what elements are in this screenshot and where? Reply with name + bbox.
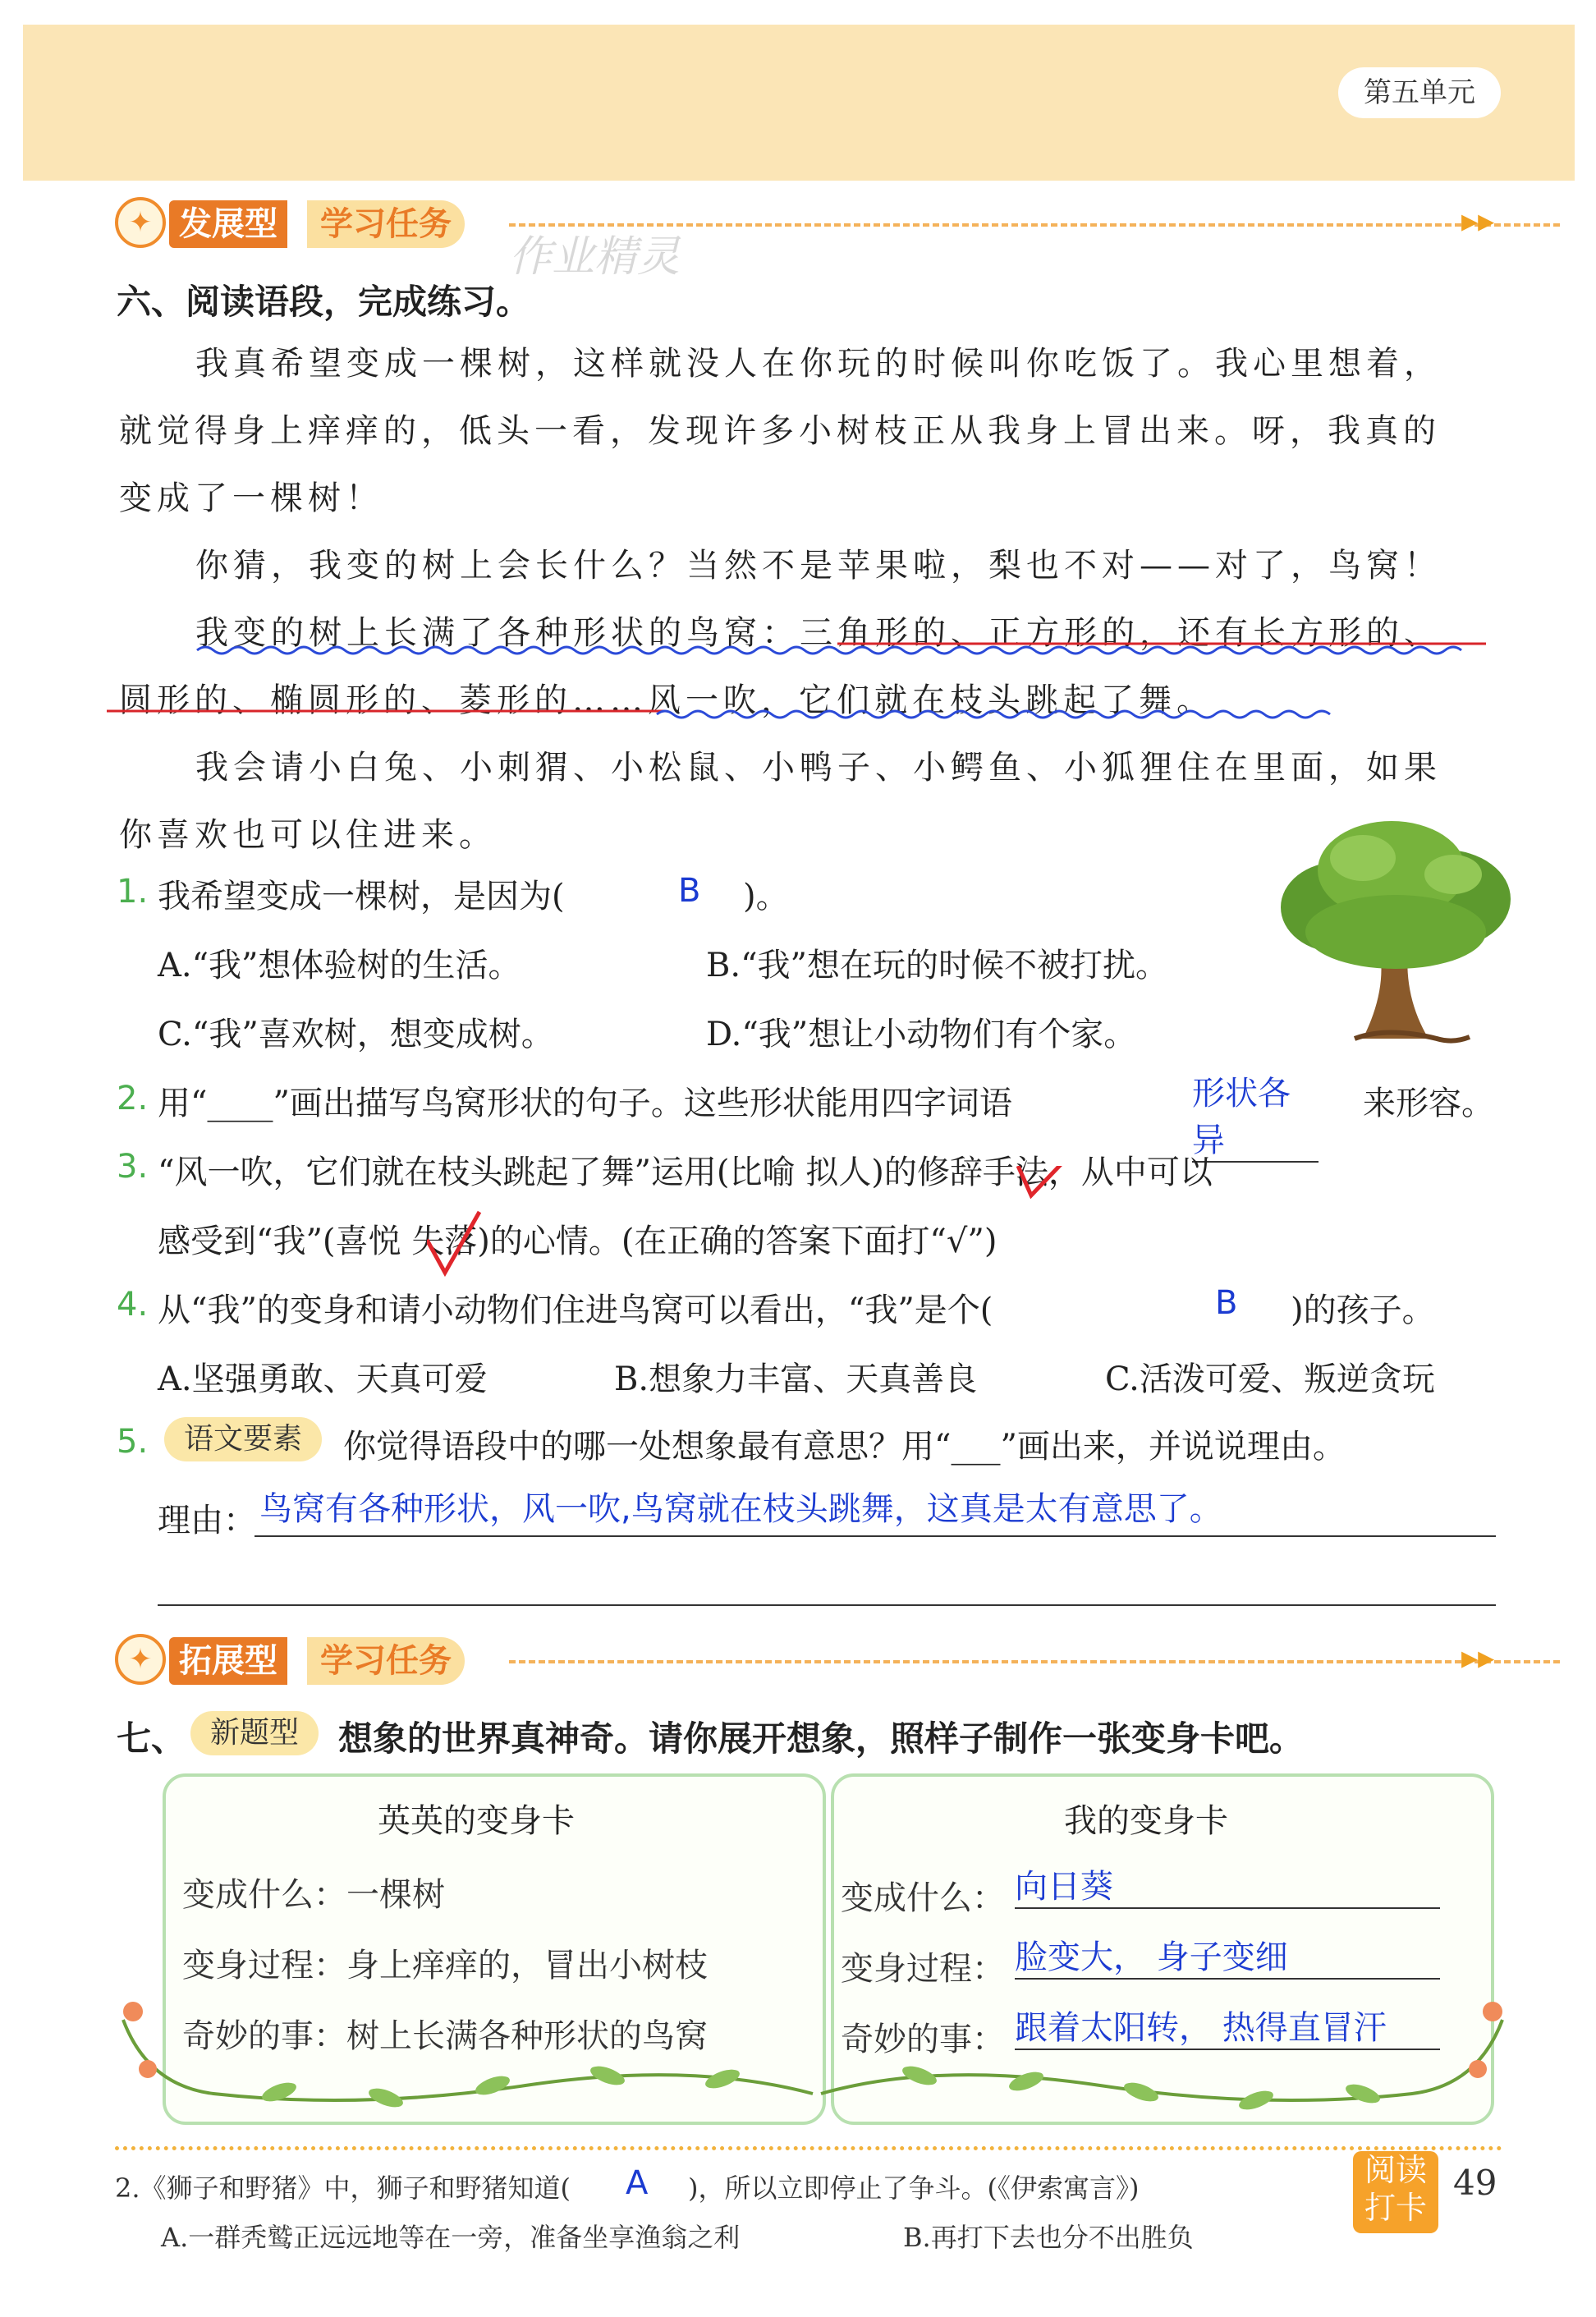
- section7-divider: [509, 1660, 1560, 1663]
- passage-line: 我变的树上长满了各种形状的鸟窝：三角形的、正方形的，还有长方形的、: [195, 614, 1442, 652]
- q1-answer: B: [678, 872, 701, 910]
- q4-option-a: A.坚强勇敢、天真可爱: [158, 1360, 488, 1398]
- passage-line: 圆形的、椭圆形的、菱形的……风一吹，它们就在枝头跳起了舞。: [119, 681, 1214, 719]
- q4-option-b: B.想象力丰富、天真善良: [614, 1360, 978, 1398]
- section6-title: 六、阅读语段，完成练习。: [117, 282, 531, 322]
- q1-option-c: C.“我”喜欢树，想变成树。: [158, 1016, 554, 1053]
- card1-row: 奇妙的事：树上长满各种形状的鸟窝: [182, 2017, 708, 2055]
- footer-question-close: )，所以立即停止了争斗。(《伊索寓言》): [688, 2172, 1140, 2204]
- footer-option-a: A.一群秃鹫正远远地等在一旁，准备坐享渔翁之利: [161, 2222, 741, 2253]
- section6-tag-light: 学习任务: [307, 200, 465, 248]
- section7-tag-dark: 拓展型: [169, 1637, 287, 1685]
- passage-line: 你喜欢也可以住进来。: [119, 816, 497, 854]
- card2-answer[interactable]: 跟着太阳转， 热得直冒汗: [1015, 2002, 1440, 2050]
- q4-text: 从“我”的变身和请小动物们住进鸟窝可以看出，“我”是个(: [158, 1292, 993, 1329]
- section7-tag-light: 学习任务: [307, 1637, 465, 1685]
- answer-line: [158, 1604, 1496, 1606]
- new-question-chip: 新题型: [190, 1711, 319, 1755]
- q4-option-c: C.活泼可爱、叛逆贪玩: [1105, 1360, 1435, 1398]
- answer-line: [255, 1535, 1496, 1537]
- q5-text: 你觉得语段中的哪一处想象最有意思？用“___”画出来，并说说理由。: [343, 1428, 1346, 1466]
- question-number: 3.: [117, 1148, 149, 1186]
- lightbulb-icon: ✦: [115, 1634, 166, 1685]
- card2-label: 奇妙的事：: [841, 2021, 1005, 2058]
- footer-option-b: B.再打下去也分不出胜负: [903, 2222, 1194, 2253]
- question-number: 5.: [117, 1423, 149, 1461]
- q5-reason-label: 理由：: [158, 1502, 256, 1539]
- question-number: 4.: [117, 1286, 149, 1324]
- q4-answer: B: [1215, 1284, 1238, 1322]
- card1-row: 变身过程：身上痒痒的，冒出小树枝: [182, 1947, 708, 1984]
- q2-tail: 来形容。: [1363, 1085, 1494, 1122]
- q1-option-a: A.“我”想体验树的生活。: [158, 947, 521, 984]
- section7-heading: [115, 1632, 1511, 1690]
- vine-decoration: [115, 1987, 1511, 2127]
- q3-line1: “风一吹，它们就在枝头跳起了舞”运用(比喻 拟人)的修辞手法，从中可以: [158, 1154, 1213, 1191]
- footer-question: 2.《狮子和野猪》中，狮子和野猪知道(: [115, 2172, 571, 2204]
- card2-label: 变成什么：: [841, 1879, 1005, 1917]
- q1-option-b: B.“我”想在玩的时候不被打扰。: [706, 947, 1169, 984]
- section7-prefix: 七、: [117, 1718, 186, 1759]
- card2-title: 我的变身卡: [1064, 1802, 1228, 1840]
- key-element-chip: 语文要素: [164, 1417, 322, 1461]
- section6-tag-dark: 发展型: [169, 200, 287, 248]
- page-number: 49: [1453, 2163, 1497, 2203]
- q2-text: 用“____”画出描写鸟窝形状的句子。这些形状能用四字词语: [158, 1085, 1012, 1122]
- section7-title: 想象的世界真神奇。请你展开想象，照样子制作一张变身卡吧。: [338, 1718, 1305, 1759]
- double-arrow-icon: ▸▸: [1461, 1639, 1495, 1677]
- q5-reason-answer: 鸟窝有各种形状，风一吹,鸟窝就在枝头跳舞，这真是太有意思了。: [259, 1490, 1222, 1528]
- q1-text: 我希望变成一棵树，是因为(: [158, 878, 565, 915]
- card2-answer[interactable]: 脸变大， 身子变细: [1015, 1931, 1440, 1980]
- watermark: 作业精灵: [509, 232, 681, 282]
- passage-line: 你猜，我变的树上会长什么？当然不是苹果啦，梨也不对——对了，鸟窝！: [195, 547, 1442, 585]
- checkmark-marks: [427, 1166, 1100, 1281]
- question-number: 1.: [117, 873, 149, 911]
- reading-checkin-line2: 打卡: [1364, 2190, 1427, 2226]
- section6-heading: [115, 195, 1511, 253]
- passage-line: 我会请小白兔、小刺猬、小松鼠、小鸭子、小鳄鱼、小狐狸住在里面，如果: [195, 749, 1442, 787]
- passage-line: 我真希望变成一棵树，这样就没人在你玩的时候叫你吃饭了。我心里想着，: [195, 345, 1442, 383]
- q1-option-d: D.“我”想让小动物们有个家。: [706, 1016, 1137, 1053]
- question-number: 2.: [117, 1080, 149, 1117]
- card1-title: 英英的变身卡: [378, 1802, 575, 1840]
- tree-illustration: [1264, 817, 1519, 1055]
- q3-line2: 感受到“我”(喜悦 失落)的心情。(在正确的答案下面打“√”): [158, 1223, 998, 1260]
- passage-line: 变成了一棵树！: [119, 479, 383, 517]
- passage-line: 就觉得身上痒痒的，低头一看，发现许多小树枝正从我身上冒出来。呀，我真的: [119, 412, 1441, 450]
- q2-answer: 形状各异: [1192, 1067, 1319, 1163]
- reading-checkin-badge: [1353, 2151, 1438, 2233]
- unit-label: 第五单元: [1338, 67, 1501, 118]
- q1-close: )。: [743, 878, 789, 915]
- footer-answer: A: [626, 2164, 649, 2202]
- lightbulb-icon: ✦: [115, 197, 166, 248]
- card2-answer[interactable]: 向日葵: [1015, 1860, 1440, 1909]
- reading-checkin-line1: 阅读: [1364, 2152, 1427, 2188]
- double-arrow-icon: ▸▸: [1461, 202, 1495, 240]
- card2-label: 变身过程：: [841, 1950, 1005, 1988]
- student-underline-marks: [107, 632, 1502, 723]
- banner-wave-edge: [23, 140, 1575, 189]
- footer-divider: [115, 2146, 1502, 2150]
- card1-row: 变成什么：一棵树: [182, 1876, 445, 1914]
- q4-close: )的孩子。: [1291, 1292, 1435, 1329]
